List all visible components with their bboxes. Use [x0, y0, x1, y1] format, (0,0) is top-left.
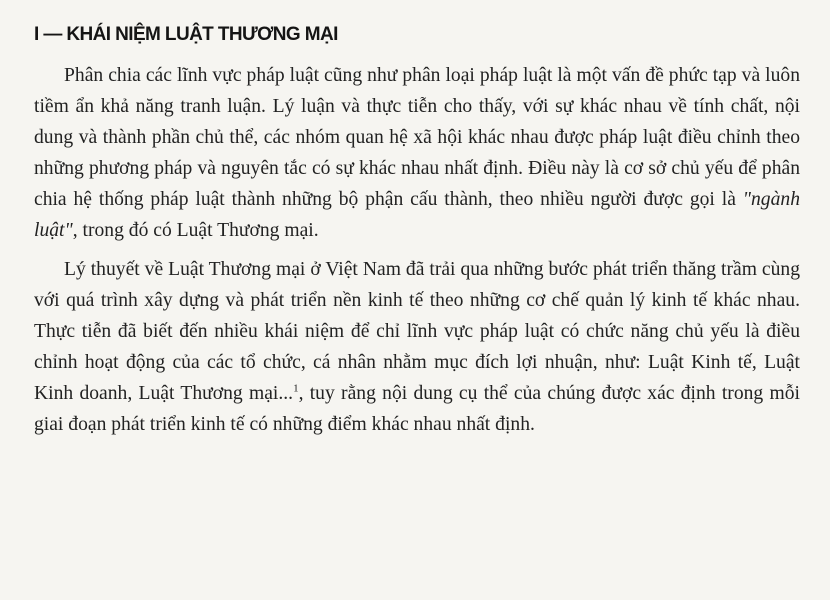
paragraph-1 [34, 60, 800, 246]
footnote-marker: 1 [293, 382, 299, 395]
paragraph-1-text: Phân chia các lĩnh vực pháp luật cũng như phân loại pháp luật là một vấn đề phức tạp và luôn tiềm ẩn khả năng tranh luận. Lý luận và thực tiễn cho thấy, với sự khác nhau về tính chất, nội dung và thành phần chủ thể, các nhóm quan hệ xã hội khác nhau được pháp luật điều chỉnh theo những phương pháp và nguyên tắc có sự khác nhau nhất định. Điều này là cơ sở chủ yếu để phân chia hệ thống pháp luật thành những bộ phận cấu thành, theo nhiều người được gọi là [34, 65, 800, 210]
paragraph-1-italic-term: "ngành luật" [34, 189, 800, 241]
paragraph-2 [34, 254, 800, 440]
paragraph-1-text-end: , trong đó có Luật Thương mại. [72, 220, 319, 241]
paragraph-2-text-end: , tuy rằng nội dung cụ thể của chúng được xác định trong mỗi giai đoạn phát triển kinh tế có những điểm khác nhau nhất định. [34, 383, 800, 435]
paragraph-2-text: Lý thuyết về Luật Thương mại ở Việt Nam đã trải qua những bước phát triển thăng trầm cùng với quá trình xây dựng và phát triển nền kinh tế theo những cơ chế quản lý kinh tế khác nhau. Thực tiễn đã biết đến nhiều khái niệm để chỉ lĩnh vực pháp luật có chức năng chủ yếu là điều chỉnh hoạt động của các tổ chức, cá nhân nhằm mục đích lợi nhuận, như: Luật Kinh tế, Luật Kinh doanh, Luật Thương mại... [34, 259, 800, 404]
section-heading: I — KHÁI NIỆM LUẬT THƯƠNG MẠI [34, 24, 338, 45]
